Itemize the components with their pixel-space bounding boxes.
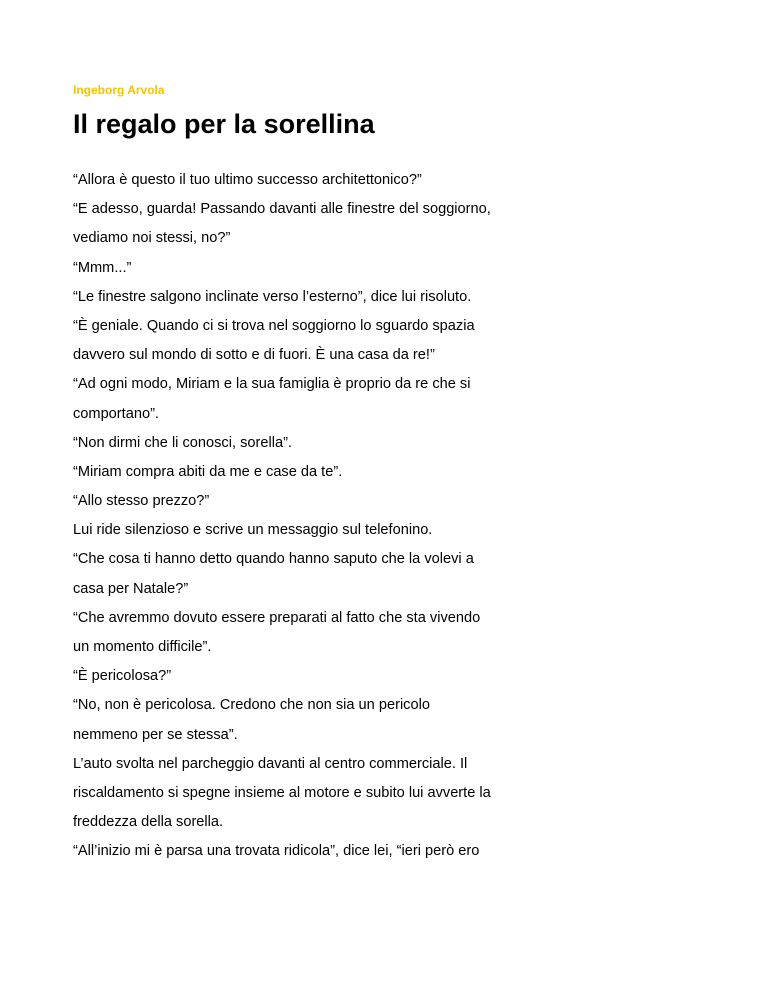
text-line: un momento difficile”. [73, 639, 212, 655]
document-title: Il regalo per la sorellina [73, 109, 375, 139]
text-line: “No, non è pericolosa. Credono che non sia un pericolo [73, 697, 430, 714]
text-line: “Non dirmi che li conosci, sorella”. [73, 434, 292, 451]
text-line: davvero sul mondo di sotto e di fuori. È una casa da re!” [73, 347, 435, 364]
author-name: Ingeborg Arvola [73, 83, 165, 97]
text-line: “Mmm...” [73, 259, 132, 276]
text-line: riscaldamento si spegne insieme al motore e subito lui avverte la [73, 784, 491, 801]
text-line: “Allora è questo il tuo ultimo successo architettonico?” [73, 172, 422, 188]
text-line: “Allo stesso prezzo?” [73, 493, 210, 510]
text-line: “Ad ogni modo, Miriam e la sua famiglia è proprio da re che si [73, 376, 471, 393]
text-line: “E adesso, guarda! Passando davanti alle finestre del soggiorno, [73, 201, 491, 218]
text-line: Lui ride silenzioso e scrive un messaggio sul telefonino. [73, 522, 433, 539]
text-line: “All’inizio mi è parsa una trovata ridicola”, dice lei, “ieri però ero [73, 843, 480, 860]
text-line: “Le finestre salgono inclinate verso l’esterno”, dice lui risoluto. [73, 288, 472, 305]
text-line: “Che cosa ti hanno detto quando hanno saputo che la volevi a [73, 551, 474, 568]
text-line: “È pericolosa?” [73, 668, 172, 685]
text-line: casa per Natale?” [73, 580, 189, 597]
text-line: “Miriam compra abiti da me e case da te”. [73, 463, 343, 480]
text-line: comportano”. [73, 405, 159, 422]
text-line: “È geniale. Quando ci si trova nel soggiorno lo sguardo spazia [73, 317, 475, 334]
text-line: vediamo noi stessi, no?” [73, 230, 231, 247]
text-line: freddezza della sorella. [73, 814, 224, 831]
text-line: “Che avremmo dovuto essere preparati al fatto che sta vivendo [73, 609, 481, 626]
text-line: L’auto svolta nel parcheggio davanti al centro commerciale. Il [73, 755, 468, 772]
story-text [73, 166, 491, 867]
text-line: nemmeno per se stessa”. [73, 726, 238, 743]
